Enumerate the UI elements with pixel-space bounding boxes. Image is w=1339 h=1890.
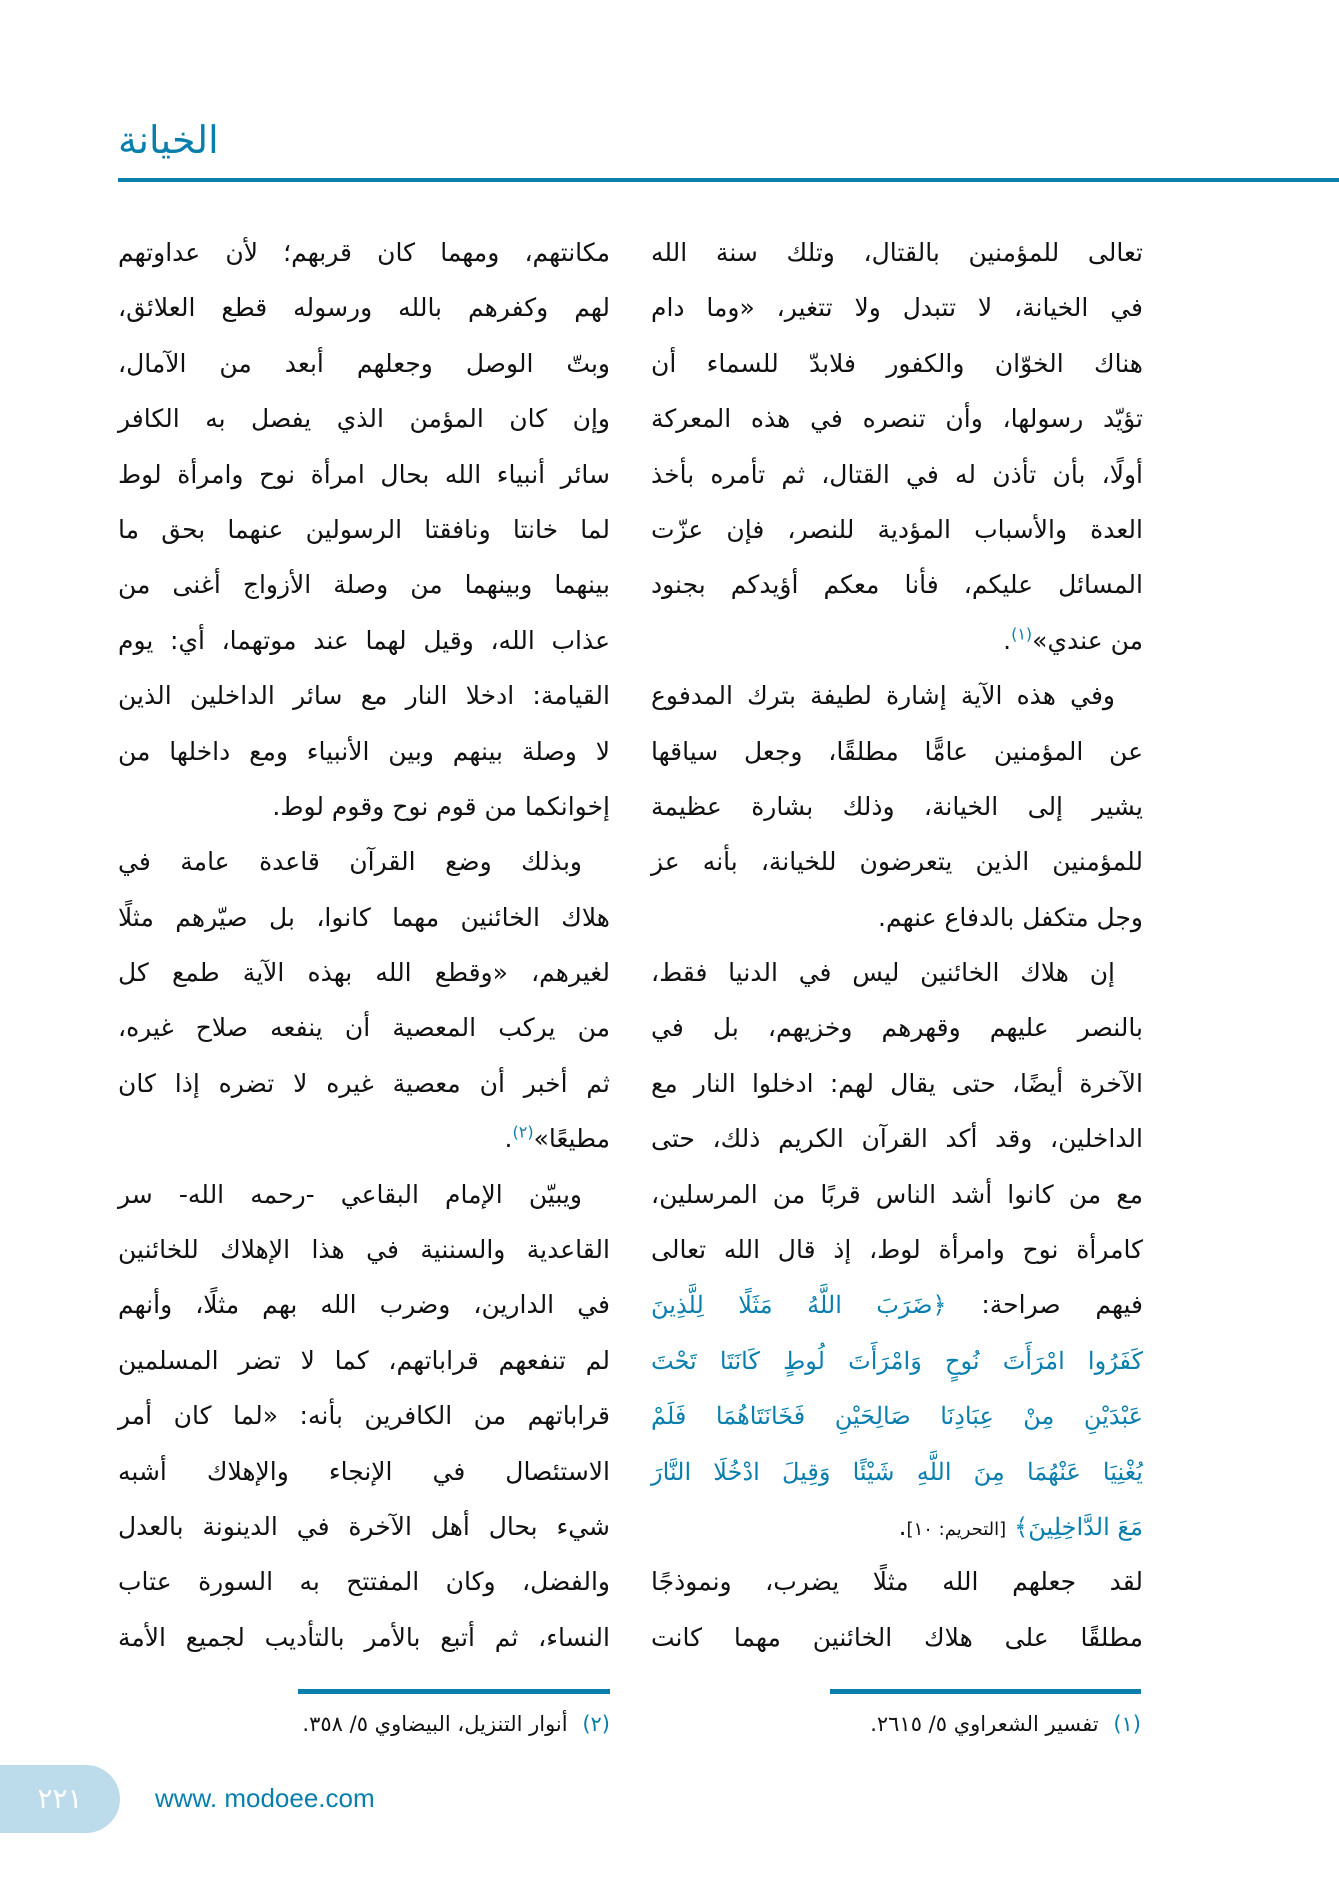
quran-verse: مَعَ الدَّاخِلِينَ﴾ (1014, 1512, 1143, 1541)
body-text: القاعدية والسننية في هذا الإهلاك للخائنين (118, 1235, 610, 1265)
body-text: والفضل، وكان المفتتح به السورة عتاب (118, 1567, 610, 1597)
body-text: قراباتهم من الكافرين بأنه: «لما كان أمر (118, 1401, 610, 1431)
body-text: تؤيّد رسولها، وأن تنصره في هذه المعركة (651, 404, 1143, 434)
text-line (651, 945, 1143, 1000)
text-line (651, 557, 1143, 612)
text-line (118, 779, 610, 834)
text-line (651, 1610, 1143, 1665)
text-line (118, 557, 610, 612)
text-column-right (651, 225, 1143, 1665)
body-text: وبذلك وضع القرآن قاعدة عامة في (118, 847, 582, 877)
text-line (651, 724, 1143, 779)
text-line (118, 225, 610, 280)
text-line (651, 668, 1143, 723)
header-divider (118, 178, 1339, 182)
footnote-divider-right (830, 1689, 1141, 1694)
body-text: فيهم صراحة: (946, 1290, 1143, 1320)
body-text: كامرأة نوح وامرأة لوط، إذ قال الله تعالى (651, 1235, 1143, 1265)
text-line (651, 1388, 1143, 1443)
text-line (651, 1222, 1143, 1277)
body-text: عذاب الله، وقيل لهما عند موتهما، أي: يوم (118, 625, 610, 655)
body-text: هناك الخوّان والكفور فلابدّ للسماء أن (651, 348, 1143, 378)
body-text: وبتّ الوصل وجعلهم أبعد من الآمال، (118, 348, 610, 378)
body-text: مطيعًا» (533, 1124, 610, 1154)
text-line (651, 1333, 1143, 1388)
body-text: سائر أنبياء الله بحال امرأة نوح وامرأة لوط (118, 459, 610, 489)
text-line (118, 890, 610, 945)
body-text: بالنصر عليهم وقهرهم وخزيهم، بل في (651, 1013, 1143, 1043)
text-line (651, 1444, 1143, 1499)
text-line (118, 834, 610, 889)
text-line (118, 280, 610, 335)
text-line (118, 1333, 610, 1388)
body-text: الآخرة أيضًا، حتى يقال لهم: ادخلوا النار مع (651, 1068, 1143, 1098)
footnote-marker[interactable]: (١) (1011, 624, 1033, 644)
body-text: تعالى للمؤمنين بالقتال، وتلك سنة الله (651, 238, 1143, 267)
text-line (118, 1444, 610, 1499)
text-line (651, 336, 1143, 391)
text-line (651, 225, 1143, 280)
body-text: لغيرهم، «وقطع الله بهذه الآية طمع كل (118, 958, 610, 988)
body-text: بينهما وبينهما من وصلة الأزواج أغنى من (118, 570, 610, 600)
body-text: لم تنفعهم قراباتهم، كما لا تضر المسلمين (118, 1345, 610, 1375)
body-text: هلاك الخائنين مهما كانوا، بل صيّرهم مثلًا (118, 902, 610, 932)
text-line (118, 1388, 610, 1443)
body-text: المسائل عليكم، فأنا معكم أؤيدكم بجنود (651, 570, 1143, 600)
body-text: مطلقًا على هلاك الخائنين مهما كانت (651, 1622, 1143, 1652)
body-text: عن المؤمنين عامًّا مطلقًا، وجعل سياقها (651, 736, 1143, 766)
body-text: في الدارين، وضرب الله بهم مثلًا، وأنهم (118, 1290, 610, 1320)
body-text: ويبيّن الإمام البقاعي -رحمه الله- سر (118, 1179, 582, 1209)
body-text: يشير إلى الخيانة، وذلك بشارة عظيمة (651, 791, 1143, 821)
text-line (118, 1167, 610, 1222)
chapter-title: الخيانة (118, 118, 219, 162)
body-text: الاستئصال في الإنجاء والإهلاك أشبه (118, 1456, 610, 1486)
body-text: . (504, 1124, 513, 1154)
body-text: لهم وكفرهم بالله ورسوله قطع العلائق، (118, 293, 610, 323)
text-line (651, 1111, 1143, 1166)
text-line (651, 1499, 1143, 1554)
text-line (651, 1277, 1143, 1332)
footnote-1 (870, 1712, 1141, 1736)
text-line (651, 1000, 1143, 1055)
footnote-number: (١) (1113, 1712, 1141, 1736)
text-line (651, 502, 1143, 557)
page-number: ٢٢١ (0, 1765, 120, 1833)
text-line (651, 613, 1143, 668)
body-text: لقد جعلهم الله مثلًا يضرب، ونموذجًا (651, 1567, 1143, 1597)
quran-verse: كَفَرُوا امْرَأَتَ نُوحٍ وَامْرَأَتَ لُوطٍ كَانَتَا تَحْتَ (651, 1346, 1143, 1375)
body-text: . (898, 1511, 907, 1541)
text-line (118, 724, 610, 779)
text-line (651, 1554, 1143, 1609)
verse-reference: [التحريم: ١٠] (906, 1518, 1007, 1540)
text-line (118, 1499, 610, 1554)
body-text: الداخلين، وقد أكد القرآن الكريم ذلك، حتى (651, 1124, 1143, 1154)
text-line (118, 1277, 610, 1332)
text-line (651, 779, 1143, 834)
text-line (651, 1167, 1143, 1222)
website-link[interactable]: www. modoee.com (155, 1783, 375, 1813)
text-line (118, 391, 610, 446)
text-line (118, 1610, 610, 1665)
body-text: القيامة: ادخلا النار مع سائر الداخلين الذين (118, 681, 610, 711)
quran-verse: ﴿ضَرَبَ اللَّهُ مَثَلًا لِلَّذِينَ (651, 1291, 947, 1320)
body-text: . (1003, 625, 1012, 655)
text-line (118, 1111, 610, 1166)
body-text: لا وصلة بينهم وبين الأنبياء ومع داخلها من (118, 736, 610, 766)
text-line (651, 391, 1143, 446)
body-text: أولًا، بأن تأذن له في القتال، ثم تأمره بأخذ (651, 459, 1143, 489)
text-line (118, 1554, 610, 1609)
text-line (118, 336, 610, 391)
body-text: إخوانكما من قوم نوح وقوم لوط. (272, 791, 610, 821)
quran-verse: عَبْدَيْنِ مِنْ عِبَادِنَا صَالِحَيْنِ فَخَانَتَاهُمَا فَلَمْ (651, 1402, 1143, 1431)
text-line (651, 890, 1143, 945)
text-column-left (118, 225, 610, 1665)
text-line (118, 447, 610, 502)
text-line (651, 280, 1143, 335)
quran-verse: يُغْنِيَا عَنْهُمَا مِنَ اللَّهِ شَيْئًا وَقِيلَ ادْخُلَا النَّارَ (651, 1457, 1143, 1486)
text-line (651, 447, 1143, 502)
footnote-number: (٢) (582, 1712, 610, 1736)
body-text: وإن كان المؤمن الذي يفصل به الكافر (118, 404, 610, 434)
body-text: ثم أخبر أن معصية غيره لا تضره إذا كان (118, 1068, 610, 1098)
body-text: وجل متكفل بالدفاع عنهم. (878, 902, 1143, 932)
body-text: إن هلاك الخائنين ليس في الدنيا فقط، (651, 958, 1115, 988)
text-line (118, 1222, 610, 1277)
body-text (1006, 1512, 1014, 1541)
body-text: العدة والأسباب المؤدية للنصر، فإن عزّت (651, 514, 1143, 544)
text-line (651, 1056, 1143, 1111)
body-text: وفي هذه الآية إشارة لطيفة بترك المدفوع (651, 681, 1115, 711)
footnote-2 (302, 1712, 610, 1736)
body-text: لما خانتا ونافقتا الرسولين عنهما بحق ما (118, 514, 610, 544)
text-line (118, 613, 610, 668)
body-text: النساء، ثم أتبع بالأمر بالتأديب لجميع الأمة (118, 1622, 610, 1652)
body-text: من عندي» (1032, 625, 1143, 655)
body-text: مع من كانوا أشد الناس قربًا من المرسلين، (651, 1179, 1143, 1209)
body-text: في الخيانة، لا تتبدل ولا تتغير، «وما دام (651, 293, 1143, 323)
body-text: مكانتهم، ومهما كان قربهم؛ لأن عداوتهم (118, 238, 610, 267)
text-line (118, 1056, 610, 1111)
text-line (118, 502, 610, 557)
body-text: للمؤمنين الذين يتعرضون للخيانة، بأنه عز (651, 847, 1143, 877)
footnote-text: تفسير الشعراوي ٥/ ٢٦١٥. (870, 1712, 1099, 1736)
text-line (118, 1000, 610, 1055)
body-text: من يركب المعصية أن ينفعه صلاح غيره، (118, 1013, 610, 1043)
footnote-divider-left (298, 1689, 610, 1694)
footnote-marker[interactable]: (٢) (512, 1122, 534, 1142)
body-text: شيء بحال أهل الآخرة في الدينونة بالعدل (118, 1511, 610, 1541)
text-line (118, 668, 610, 723)
footnote-text: أنوار التنزيل، البيضاوي ٥/ ٣٥٨. (302, 1712, 568, 1736)
text-line (651, 834, 1143, 889)
text-line (118, 945, 610, 1000)
